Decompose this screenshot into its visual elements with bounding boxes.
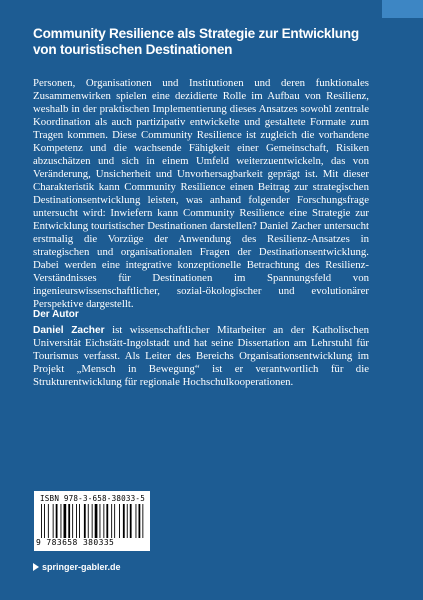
book-title: Community Resilience als Strategie zur Entwicklung von touristischen Destinationen — [33, 26, 359, 57]
author-bio — [33, 324, 369, 389]
publisher-link[interactable] — [33, 562, 121, 572]
barcode-icon — [40, 504, 144, 538]
arrow-right-icon — [33, 563, 39, 571]
blurb-text: Personen, Organisationen und Institutionen und deren funktionales Zusammenwirken spielen eine dezidierte Rolle im Aufbau von Resilienz, weshalb in der praktischen Implementierung dieses Ansatzes sowohl zentrale Koordination als auch partizipativ entwickelte und gestaltete Formate zum Tragen kommen. Diese Community Resilience ist zugleich die vorhandene Kompetenz und die wachsende Fähigkeit einer Gemeinschaft, Risiken abzuschätzen und sich in einem Umfeld weiterzuentwickeln, das von Veränderung, Unsicherheit und Unvorhersagbarkeit geprägt ist. Mit dieser Charakteristik kann Community Resilience einen Beitrag zur strategischen Destinationsentwicklung leisten, was anhand folgender Forschungsfrage untersucht wird: Inwiefern kann Community Resilience eine Strategie zur Entwicklung touristischer Destinationen darstellen? Daniel Zacher untersucht erstmalig die Vorzüge der Anwendung des Resilienz-Ansatzes in strategischen und organisationalen Fragen der Destinationsentwicklung. Dabei werden eine integrative konzeptionelle Betrachtung des Resilienz-Verständnisses für Destinationen im Spannungsfeld von ingenieurswissenschaftlicher, sozial-ökologischer und evolutionärer Perspektive dargestellt. — [33, 77, 369, 310]
author-name: Daniel Zacher — [33, 325, 105, 336]
publisher-url: springer-gabler.de — [42, 562, 121, 572]
barcode-digits: 9 783658 380335 — [36, 538, 115, 547]
author-bio-text: ist wissenschaftlicher Mitarbeiter an der Katholischen Universität Eichstätt-Ingolstadt und hat seine Dissertation am Lehrstuhl für Tourismus verfasst. Als Leiter des Bereichs Organisationsentwicklung im Projekt „Mensch in Bewegung“ ist er verantwortlich für die Strukturentwicklung für regionale Hochschulkooperationen. — [33, 324, 370, 388]
isbn-number: ISBN 978-3-658-38033-5 — [40, 494, 145, 503]
author-heading: Der Autor — [33, 309, 79, 320]
barcode-box — [34, 491, 150, 551]
accent-strip — [382, 0, 423, 18]
